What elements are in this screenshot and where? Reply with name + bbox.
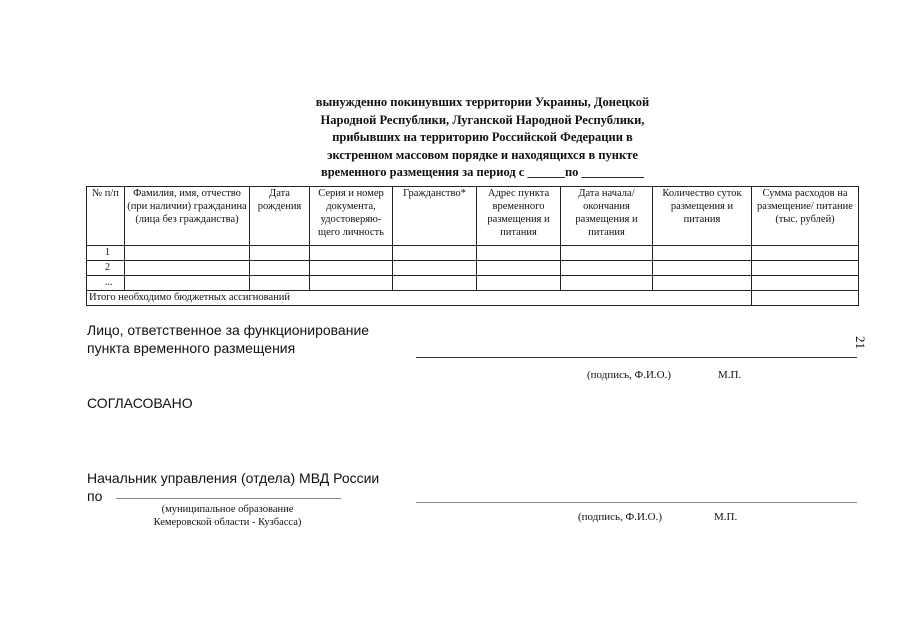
- accommodation-table: [86, 186, 859, 306]
- responsible-stamp-label: М.П.: [718, 369, 742, 381]
- col-header-days-count: Количество суток размещения и питания: [653, 187, 752, 246]
- heading-line: прибывших на территорию Российской Федерации в: [332, 130, 633, 144]
- heading-line: экстренном массовом порядке и находящихся в пункте: [327, 147, 638, 162]
- page-number: 21: [853, 336, 868, 349]
- col-header-number: № п/п: [87, 187, 125, 246]
- municipality-caption-line: (муниципальное образование: [161, 504, 294, 515]
- heading-line: Народной Республики, Луганской Народной Республики,: [320, 112, 645, 127]
- municipality-caption-line: Кемеровской области - Кузбасса): [153, 517, 302, 528]
- chief-signature-line: [416, 502, 857, 503]
- heading-line: вынужденно покинувших территории Украины, Донецкой: [315, 95, 650, 109]
- col-header-expenses: Сумма расходов на размещение/ питание (тыс. рублей): [752, 187, 859, 246]
- row-number: ...: [87, 276, 125, 291]
- chief-line: Начальник управления (отдела) МВД России: [87, 470, 380, 486]
- row-number: 2: [87, 261, 125, 276]
- chief-signature-caption: (подпись, Ф.И.О.): [578, 511, 662, 523]
- responsible-signature-line: [416, 357, 857, 358]
- municipality-caption: [140, 503, 315, 529]
- chief-stamp-label: М.П.: [714, 511, 738, 523]
- total-value: [752, 291, 859, 306]
- table-row: [87, 276, 859, 291]
- responsible-line: пункта временного размещения: [87, 340, 296, 356]
- table-row: [87, 246, 859, 261]
- chief-label: [87, 469, 379, 505]
- table-header-row: [87, 187, 859, 246]
- responsible-person-label: [87, 321, 369, 357]
- col-header-address: Адрес пункта временного размещения и питания: [477, 187, 561, 246]
- heading-line: временного размещения за период с ______по __________: [320, 165, 645, 179]
- col-header-citizenship: Гражданство*: [393, 187, 477, 246]
- col-header-full-name: Фамилия, имя, отчество (при наличии) гражданина (лица без гражданства): [125, 187, 250, 246]
- col-header-dates: Дата начала/ окончания размещения и питания: [561, 187, 653, 246]
- total-row: [87, 291, 859, 306]
- table-row: [87, 261, 859, 276]
- col-header-birth-date: Дата рождения: [250, 187, 310, 246]
- agreed-label: СОГЛАСОВАНО: [87, 395, 193, 411]
- row-number: 1: [87, 246, 125, 261]
- municipality-line: [116, 498, 341, 499]
- responsible-line: Лицо, ответственное за функционирование: [87, 322, 370, 338]
- col-header-document: Серия и номер документа, удостоверяю-щего личность: [310, 187, 393, 246]
- responsible-signature-caption: (подпись, Ф.И.О.): [587, 369, 671, 381]
- document-heading: [230, 94, 735, 182]
- chief-line: по: [87, 488, 103, 504]
- total-label: Итого необходимо бюджетных ассигнований: [87, 291, 752, 306]
